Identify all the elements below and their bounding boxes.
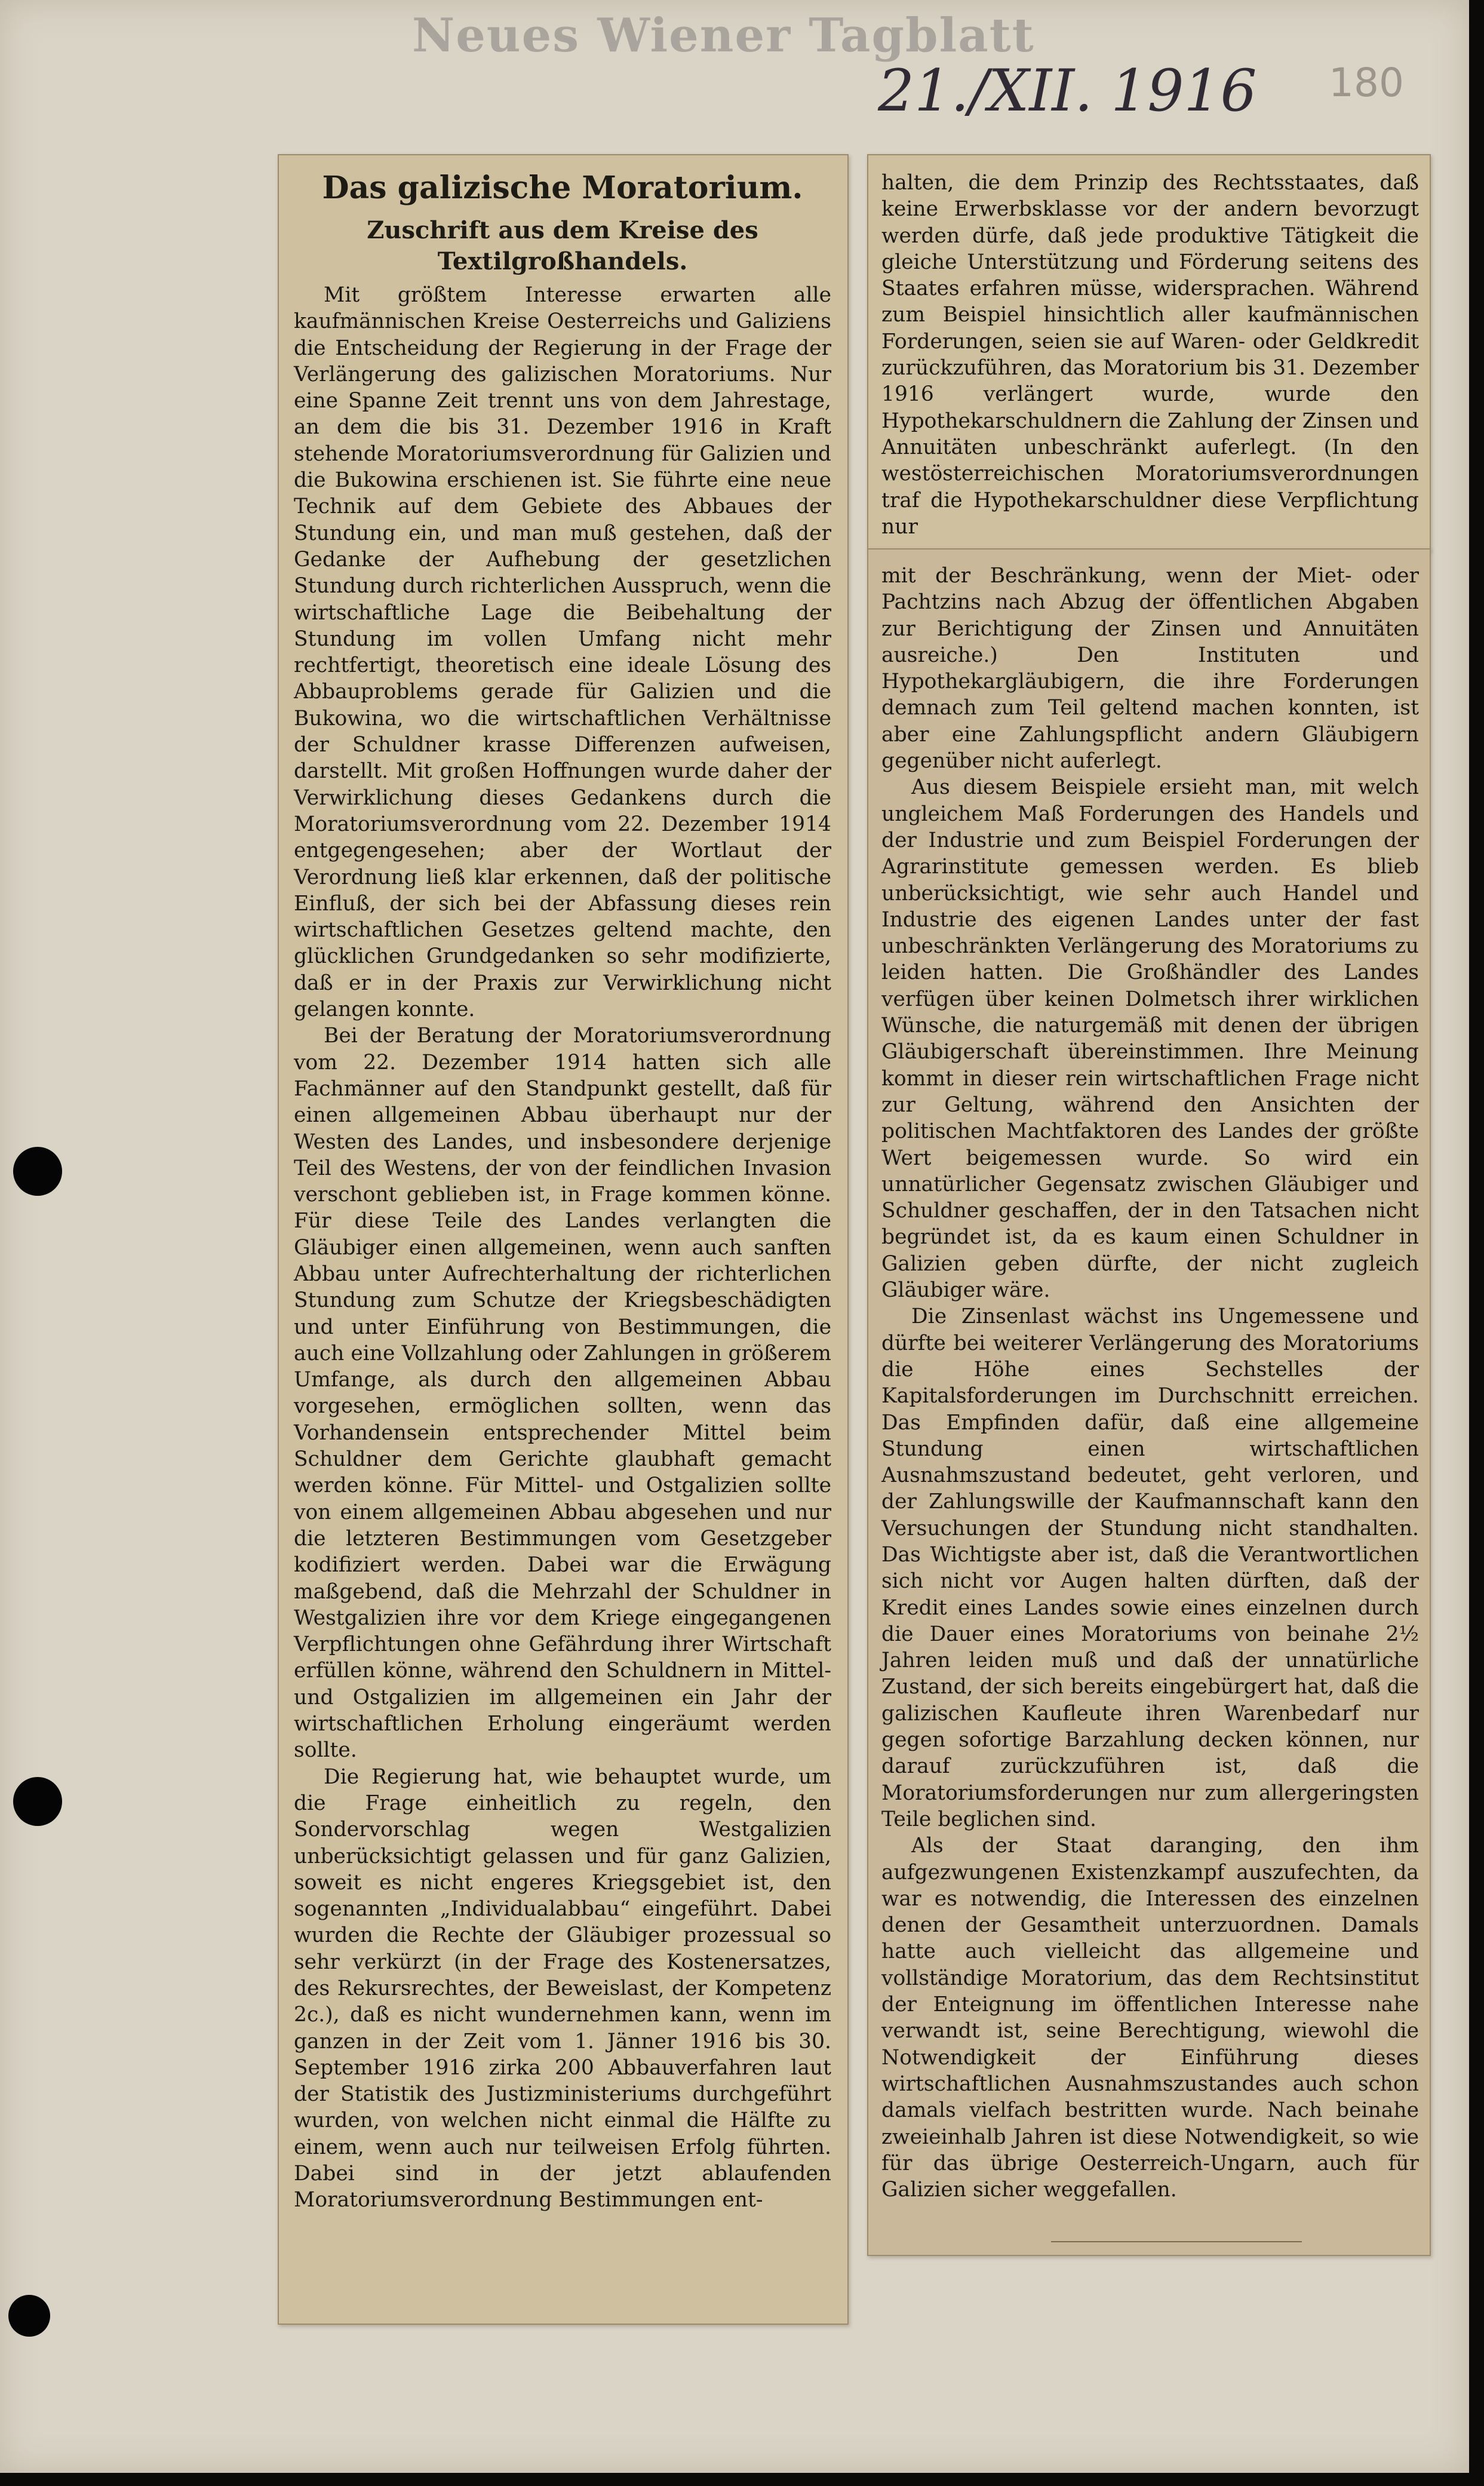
punch-hole-corner bbox=[8, 2295, 50, 2337]
column-2-top-text bbox=[881, 170, 1419, 540]
punch-hole-bottom bbox=[13, 1777, 62, 1826]
paragraph: Mit größtem Interesse erwarten alle kaufmännischen Kreise Oesterreichs und Galiziens die Entscheidung der Regierung in der Frage der Verlängerung des galizischen Moratoriums. Nur eine Spanne Zeit trennt uns von dem Jahrestage, an dem die bis 31. Dezember 1916 in Kraft stehende Moratoriumsverordnung für Galizien und die Bukowina erschienen ist. Sie führte eine neue Technik auf dem Gebiete des Abbaues der Stundung ein, und man muß gestehen, daß der Gedanke der Aufhebung der gesetzlichen Stundung durch richterlichen Ausspruch, wenn die wirtschaftliche Lage die Beibehaltung der Stundung im vollen Umfang nicht mehr rechtfertigt, theoretisch eine ideale Lösung des Abbauproblems gerade für Galizien und die Bukowina, wo die wirtschaftlichen Verhältnisse der Schuldner krasse Differenzen aufweisen, darstellt. Mit großen Hoffnungen wurde daher der Verwirklichung dieses Gedankens durch die Moratoriumsverordnung vom 22. Dezember 1914 entgegengesehen; aber der Wortlaut der Verordnung ließ klar erkennen, daß der politische Einfluß, der sich bei der Abfassung dieses rein wirtschaftlichen Gesetzes geltend machte, den glücklichen Grundgedanken so sehr modifizierte, daß er in der Praxis zur Verwirklichung nicht gelangen konnte. bbox=[294, 283, 831, 1022]
article-subtitle: Zuschrift aus dem Kreise des Textilgroßhandels. bbox=[367, 216, 758, 275]
clipping-column-1 bbox=[278, 154, 849, 2325]
column-1-text bbox=[294, 282, 831, 2214]
punch-hole-top bbox=[13, 1147, 62, 1196]
paragraph: Die Zinsenlast wächst ins Ungemessene und dürfte bei weiterer Verlängerung des Moratoriums die Höhe eines Sechstelles der Kapitalsforderungen im Durchschnitt erreichen. Das Empfinden dafür, daß eine allgemeine Stundung einen wirtschaftlichen Ausnahmszustand bedeutet, geht verloren, und der Zahlungswille der Kaufmannschaft kann den Versuchungen der Stundung nicht standhalten. Das Wichtigste aber ist, daß die Verantwortlichen sich nicht vor Augen halten dürften, daß der Kredit eines Landes sowie eines einzelnen durch die Dauer eines Moratoriums von beinahe 2½ Jahren leiden muß und daß der unnatürliche Zustand, der sich bereits eingebürgert hat, daß die galizischen Kaufleute ihren Warenbedarf nur gegen sofortige Barzahlung decken können, nur darauf zurückzuführen ist, daß die Moratoriumsforderungen nur zum allergeringsten Teile beglichen sind. bbox=[881, 1305, 1419, 1831]
paragraph: Aus diesem Beispiele ersieht man, mit welch ungleichem Maß Forderungen des Handels und der Industrie und zum Beispiel Forderungen der Agrarinstitute gemessen werden. Es blieb unberücksichtigt, wie sehr auch Handel und Industrie des eigenen Landes unter der fast unbeschränkten Verlängerung des Moratoriums zu leiden hatten. Die Großhändler des Landes verfügen über keinen Dolmetsch ihrer wirklichen Wünsche, die naturgemäß mit denen der übrigen Gläubigerschaft übereinstimmen. Ihre Meinung kommt in dieser rein wirtschaftlichen Frage nicht zur Geltung, während den Ansichten der politischen Machtfaktoren des Landes der größte Wert beigemessen wurde. So wird ein unnatürlicher Gegensatz zwischen Gläubiger und Schuldner geschaffen, der in den Tatsachen nicht begründet ist, da es kaum einen Schuldner in Galizien geben dürfte, der nicht zugleich Gläubiger wäre. bbox=[881, 775, 1419, 1303]
handwritten-date: 21./XII. 1916 bbox=[878, 57, 1257, 124]
article-title: Das galizische Moratorium. bbox=[322, 170, 803, 206]
folio-number: 180 bbox=[1329, 60, 1404, 106]
clipping-column-2-bottom bbox=[867, 548, 1431, 2256]
paragraph: Als der Staat daranging, den ihm aufgezwungenen Existenzkampf auszufechten, da war es notwendig, die Interessen des einzelnen denen der Gesamtheit unterzuordnen. Damals hatte auch vielleicht das allgemeine und vollständige Moratorium, das dem Rechtsinstitut der Enteignung im öffentlichen Interesse nahe verwandt ist, seine Berechtigung, wiewohl die Notwendigkeit der Einführung dieses wirtschaftlichen Ausnahmszustandes auch schon damals vielfach bestritten wurde. Nach beinahe zweieinhalb Jahren ist diese Notwendigkeit, so wie für das übrige Oesterreich-Ungarn, auch für Galizien sicher weggefallen. bbox=[881, 1834, 1419, 2202]
end-rule bbox=[1051, 2241, 1302, 2242]
column-2-bottom-text bbox=[881, 563, 1419, 2203]
paragraph: mit der Beschränkung, wenn der Miet- oder Pachtzins nach Abzug der öffentlichen Abgaben zur Berichtigung der Zinsen und Annuitäten ausreiche.) Den Instituten und Hypothekargläubigern, die ihre Forderungen demnach zum Teil geltend machen konnten, ist aber eine Zahlungspflicht andern Gläubigern gegenüber nicht auferlegt. bbox=[881, 564, 1419, 774]
paragraph: Bei der Beratung der Moratoriumsverordnung vom 22. Dezember 1914 hatten sich alle Fachmänner auf den Standpunkt gestellt, daß für einen allgemeinen Abbau überhaupt nur der Westen des Landes, und insbesondere derjenige Teil des Westens, der von der feindlichen Invasion verschont geblieben ist, in Frage kommen könne. Für diese Teile des Landes verlangten die Gläubiger einen allgemeinen, wenn auch sanften Abbau unter Aufrechterhaltung der richterlichen Stundung zum Schutze der Kriegsbeschädigten und unter Einführung von Bestimmungen, die auch eine Vollzahlung oder Zahlungen in größerem Umfange, als durch den allgemeinen Abbau vorgesehen, ermöglichen sollten, wenn das Vorhandensein entsprechender Mittel beim Schuldner dem Gerichte glaubhaft gemacht werden könne. Für Mittel- und Ostgalizien sollte von einem allgemeinen Abbau abgesehen und nur die letzteren Bestimmungen vom Gesetzgeber kodifiziert werden. Dabei war die Erwägung maßgebend, daß die Mehrzahl der Schuldner in Westgalizien ihre vor dem Kriege eingegangenen Verpflichtungen ohne Gefährdung ihrer Wirtschaft erfüllen könne, während den Schuldnern in Mittel- und Ostgalizien im allgemeinen ein Jahr der wirtschaftlichen Erholung eingeräumt werden sollte. bbox=[294, 1024, 831, 1763]
clipping-column-2-top bbox=[867, 154, 1431, 551]
paragraph: halten, die dem Prinzip des Rechtsstaates, daß keine Erwerbsklasse vor der andern bevorzugt werden dürfe, daß jede produktive Tätigkeit die gleiche Unterstützung und Förderung seitens des Staates erfahren müsse, widersprachen. Während zum Beispiel hinsichtlich aller kaufmännischen Forderungen, seien sie auf Waren- oder Geldkredit zurückzuführen, das Moratorium bis 31. Dezember 1916 verlängert wurde, wurde den Hypothekarschuldnern die Zahlung der Zinsen und Annuitäten unbeschränkt auferlegt. (In den westösterreichischen Moratoriumsverordnungen traf die Hypothekarschuldner diese Verpflichtung nur bbox=[881, 171, 1419, 539]
paragraph: Die Regierung hat, wie behauptet wurde, um die Frage einheitlich zu regeln, den Sondervorschlag wegen Westgalizien unberücksichtigt gelassen und für ganz Galizien, soweit es nicht engeres Kriegsgebiet ist, den sogenannten „Individualabbau“ eingeführt. Dabei wurden die Rechte der Gläubiger prozessual so sehr verkürzt (in der Frage des Kostenersatzes, des Rekursrechtes, der Beweislast, der Kompetenz 2c.), daß es nicht wundernehmen kann, wenn im ganzen in der Zeit vom 1. Jänner 1916 bis 30. September 1916 zirka 200 Abbauverfahren laut der Statistik des Justizministeriums durchgeführt wurden, von welchen nicht einmal die Hälfte zu einem, wenn auch nur teilweisen Erfolg führten. Dabei sind in der jetzt ablaufenden Moratoriumsverordnung Bestimmungen ent- bbox=[294, 1764, 831, 2212]
newspaper-name-stamp: Neues Wiener Tagblatt bbox=[412, 8, 1035, 63]
